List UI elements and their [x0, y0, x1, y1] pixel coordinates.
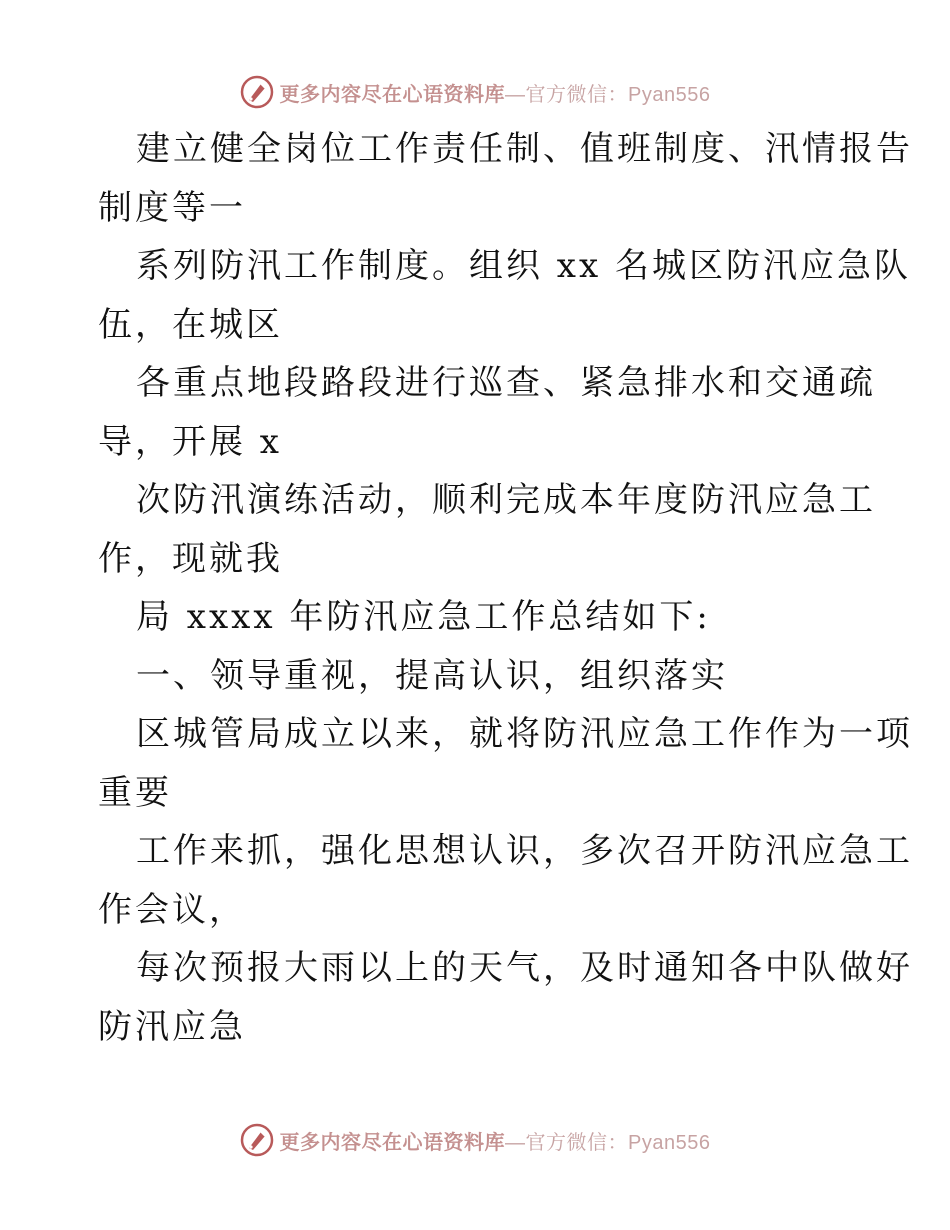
text-line: 各重点地段路段进行巡查、紧急排水和交通疏 [136, 363, 876, 403]
text-line: 局 xxxx 年防汛应急工作总结如下: [136, 597, 711, 637]
text-line: 作，现就我 [98, 538, 283, 579]
watermark-wechat: —官方微信：Pyan556 [505, 83, 711, 106]
text-line: 重要 [98, 772, 172, 813]
text-line: 伍，在城区 [98, 304, 283, 345]
pen-nib-logo-icon [240, 1123, 274, 1157]
watermark-brand: 更多内容尽在心语资料库 [279, 1131, 506, 1154]
header-watermark [0, 72, 950, 112]
watermark-wechat: —官方微信：Pyan556 [505, 1131, 711, 1154]
text-line: 次防汛演练活动，顺利完成本年度防汛应急工 [136, 480, 876, 520]
text-line: 导，开展 x [98, 421, 282, 462]
text-line: 制度等一 [98, 187, 246, 228]
text-line: 每次预报大雨以上的天气，及时通知各中队做好 [136, 948, 913, 988]
text-line: 防汛应急 [98, 1006, 246, 1047]
watermark-text [280, 78, 711, 107]
text-line: 区城管局成立以来，就将防汛应急工作作为一项 [136, 714, 913, 754]
watermark-brand: 更多内容尽在心语资料库 [279, 83, 506, 106]
watermark-text [280, 1126, 711, 1155]
text-line: 一、领导重视，提高认识，组织落实 [136, 655, 728, 696]
text-line: 建立健全岗位工作责任制、值班制度、汛情报告 [136, 129, 913, 169]
pen-nib-logo-icon [240, 75, 274, 109]
text-line: 系列防汛工作制度。组织 xx 名城区防汛应急队 [136, 246, 911, 286]
footer-watermark [0, 1120, 950, 1160]
document-body [98, 120, 913, 1056]
text-line: 工作来抓，强化思想认识，多次召开防汛应急工 [136, 831, 913, 871]
text-line: 作会议， [98, 889, 246, 930]
